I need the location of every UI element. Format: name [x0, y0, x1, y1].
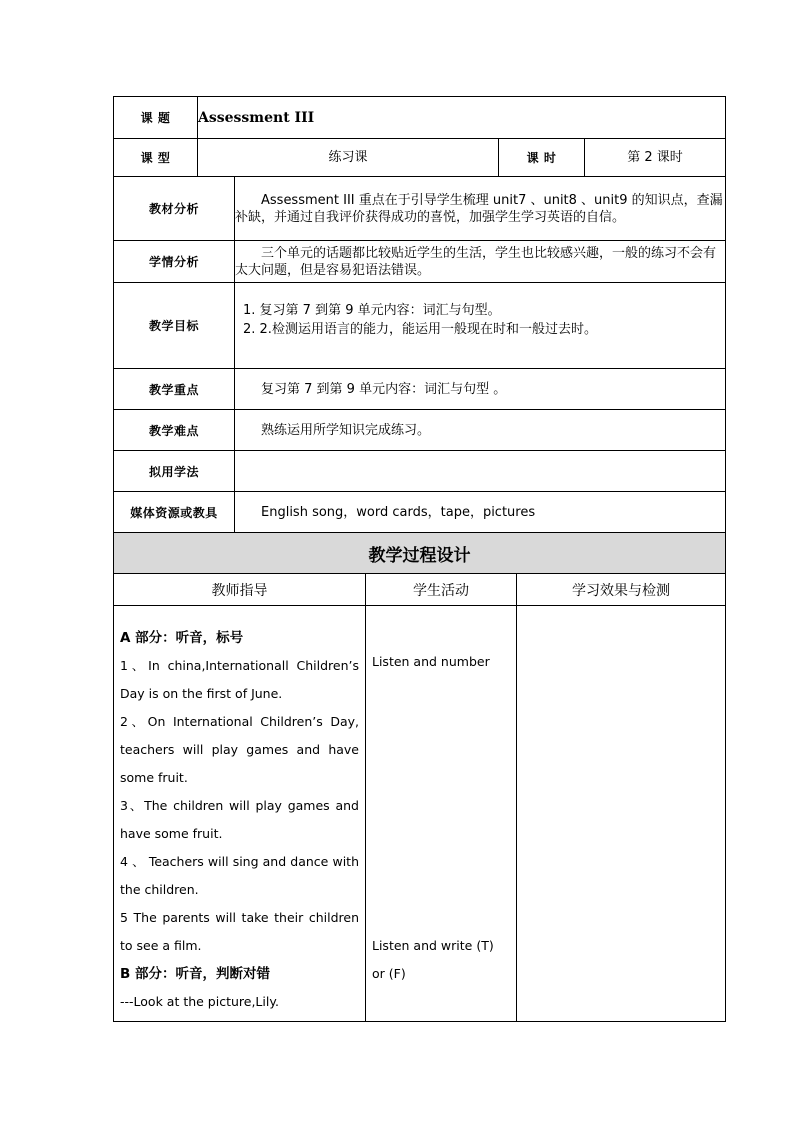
students-label: 学情分析: [114, 241, 235, 283]
goal-item: 1. 复习第 7 到第 9 单元内容：词汇与句型。: [243, 303, 501, 318]
key-text: 复习第 7 到第 9 单元内容：词汇与句型 。: [235, 369, 726, 410]
process-columns-row: [114, 574, 726, 606]
teacher-guidance-cell: [114, 606, 366, 1022]
students-row: [114, 241, 726, 283]
part-b-heading: B 部分：听音，判断对错: [120, 966, 270, 982]
effect-check-cell: [517, 606, 726, 1022]
topic-row: [114, 97, 726, 139]
goals-label: 教学目标: [114, 283, 235, 369]
material-text: Assessment III 重点在于引导学生梳理 unit7 、unit8 、unit9 的知识点，查漏补缺，并通过自我评价获得成功的喜悦，加强学生学习英语的自信。: [235, 177, 726, 241]
difficult-row: [114, 410, 726, 451]
goals-list: [235, 301, 725, 339]
activity-a: Listen and number: [372, 654, 490, 669]
topic-value: Assessment III: [198, 97, 726, 139]
method-label: 拟用学法: [114, 451, 235, 492]
key-row: [114, 369, 726, 410]
part-a-item: 4 、 Teachers will sing and dance with the children.: [120, 854, 359, 897]
key-label: 教学重点: [114, 369, 235, 410]
method-row: [114, 451, 726, 492]
goal-item: 2. 2.检测运用语言的能力，能运用一般现在时和一般过去时。: [243, 322, 597, 337]
period-value: 第 2 课时: [585, 139, 726, 177]
part-a-item: 1、In china,Internationall Children’s Day is on the first of June.: [120, 658, 359, 701]
process-content-row: [114, 606, 726, 1022]
topic-label: 课 题: [114, 97, 198, 139]
material-row: [114, 177, 726, 241]
type-row: [114, 139, 726, 177]
students-text: 三个单元的话题都比较贴近学生的生活，学生也比较感兴趣，一般的练习不会有太大问题，但是容易犯语法错误。: [235, 241, 726, 283]
type-value: 练习课: [198, 139, 499, 177]
part-b-item: ---Look at the picture,Lily.: [120, 994, 279, 1009]
material-label: 教材分析: [114, 177, 235, 241]
media-row: [114, 492, 726, 533]
part-a-item: 2、On International Children’s Day, teachers will play games and have some fruit.: [120, 714, 359, 785]
period-label: 课 时: [499, 139, 585, 177]
student-activity-cell: [366, 606, 517, 1022]
col-teacher-header: 教师指导: [114, 574, 366, 606]
activity-b: Listen and write (T) or (F): [372, 938, 494, 981]
goals-row: [114, 283, 726, 369]
difficult-label: 教学难点: [114, 410, 235, 451]
media-text: English song，word cards，tape，pictures: [235, 492, 726, 533]
part-a-item: 5 The parents will take their children to see a film.: [120, 910, 359, 953]
difficult-text: 熟练运用所学知识完成练习。: [235, 410, 726, 451]
process-title-row: [114, 533, 726, 574]
method-text: [235, 451, 726, 492]
col-check-header: 学习效果与检测: [517, 574, 726, 606]
type-label: 课 型: [114, 139, 198, 177]
part-a-heading: A 部分：听音，标号: [120, 630, 244, 646]
col-student-header: 学生活动: [366, 574, 517, 606]
goals-cell: [235, 283, 726, 369]
part-a-item: 3、The children will play games and have some fruit.: [120, 798, 359, 841]
process-title: 教学过程设计: [114, 533, 726, 574]
lesson-plan-table: [113, 96, 726, 1022]
media-label: 媒体资源或教具: [114, 492, 235, 533]
